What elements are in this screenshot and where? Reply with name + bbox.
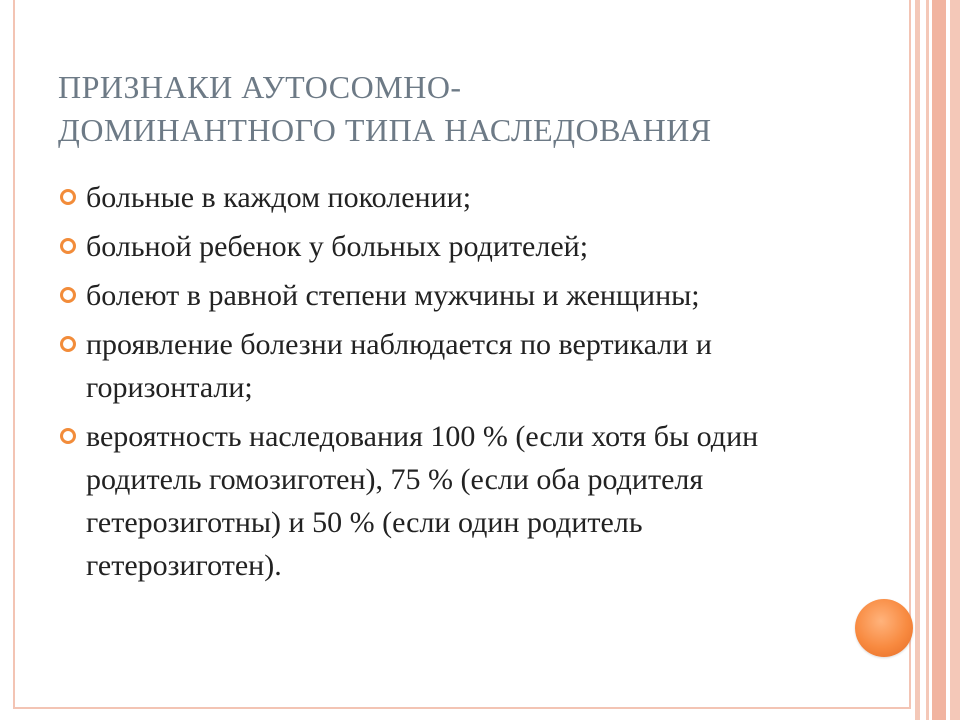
- stripe: [932, 0, 946, 720]
- decorative-stripes: [914, 0, 960, 720]
- stripe: [926, 0, 929, 720]
- slide-title-line-1: ПРИЗНАКИ АУТОСОМНО-: [58, 69, 462, 105]
- stripe: [915, 0, 920, 720]
- ring-bullet-icon: [60, 238, 76, 254]
- ring-bullet-icon: [60, 287, 76, 303]
- slide-title: [58, 66, 858, 152]
- decorative-orange-circle-icon: [855, 599, 913, 657]
- stripe: [950, 0, 960, 720]
- list-item-text: проявление болезни наблюдается по вертикали и горизонтали;: [86, 328, 712, 404]
- list-item-text: болеют в равной степени мужчины и женщины;: [86, 279, 700, 312]
- list-item: [60, 415, 830, 587]
- list-item: [60, 274, 830, 317]
- list-item: [60, 176, 830, 219]
- list-item: [60, 225, 830, 268]
- list-item: [60, 323, 830, 409]
- slide-title-line-2: ДОМИНАНТНОГО ТИПА НАСЛЕДОВАНИЯ: [58, 112, 712, 148]
- list-item-text: больные в каждом поколении;: [86, 181, 472, 214]
- list-item-text: вероятность наследования 100 % (если хотя бы один родитель гомозиготен), 75 % (если оба родителя гетерозиготны) и 50 % (если один родитель гетерозиготен).: [86, 420, 759, 582]
- ring-bullet-icon: [60, 428, 76, 444]
- bullet-list: [60, 176, 830, 593]
- ring-bullet-icon: [60, 189, 76, 205]
- ring-bullet-icon: [60, 336, 76, 352]
- list-item-text: больной ребенок у больных родителей;: [86, 230, 589, 263]
